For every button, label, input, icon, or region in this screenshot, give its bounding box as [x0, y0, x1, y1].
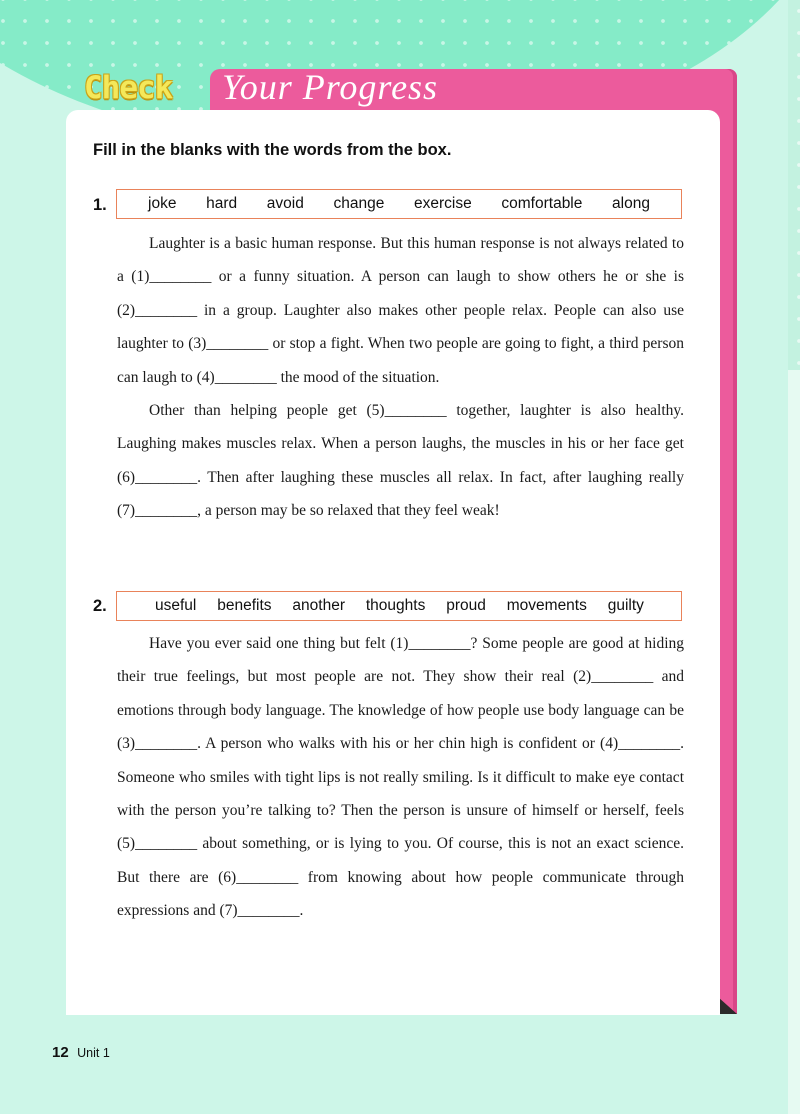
exercise-2-word-box [116, 591, 682, 621]
word-box-item: movements [506, 597, 587, 614]
word-box-item: benefits [217, 597, 272, 614]
passage-paragraph: Have you ever said one thing but felt (1)________? Some people are good at hiding their true feelings, but most people are not. They show their real (2)________ and emotions through body language. The knowledge of how people use body language can be (3)________. A person who walks with his or her chin high is confident or (4)________. Someone who smiles with tight lips is not really smiling. Is it difficult to make eye contact with the person you’re talking to? Then the person is unsure of himself or herself, feels (5)________ about something, or is lying to you. Of course, this is not an exact science. But there are (6)________ from knowing about how people communicate through expressions and (7)________. [117, 635, 684, 920]
word-box-item: change [333, 195, 385, 212]
exercise-1-passage [117, 227, 684, 528]
exercise-1-word-box [116, 189, 682, 219]
word-box-item: joke [148, 195, 177, 212]
page-fold-corner [718, 997, 737, 1014]
word-box-item: comfortable [501, 195, 583, 212]
word-box-item: another [292, 597, 345, 614]
word-box-item: avoid [266, 195, 304, 212]
word-box-item: thoughts [365, 597, 426, 614]
page-number: 12 [52, 1044, 69, 1061]
word-box-item: guilty [607, 597, 644, 614]
passage-paragraph: Laughter is a basic human response. But this human response is not always related to a (1)________ or a funny situation. A person can laugh to show others he or she is (2)________ in a group. Laughter also makes other people relax. People can also use laughter to (3)________ or stop a fight. When two people are going to fight, a third person can laugh to (4)________ the mood of the situation. [117, 235, 684, 386]
your-progress-title: Your Progress [222, 67, 439, 107]
passage-paragraph: Other than helping people get (5)________ together, laughter is also healthy. Laughing makes muscles relax. When a person laughs, the muscles in his or her face get (6)________. Then after laughing these muscles all relax. In fact, after laughing really (7)________, a person may be so relaxed that they feel weak! [117, 402, 684, 520]
word-box-item: exercise [414, 195, 472, 212]
word-box-item: along [612, 195, 650, 212]
word-box-item: hard [206, 195, 238, 212]
page-footer [52, 1044, 110, 1062]
check-label: Check [84, 70, 173, 106]
exercise-2-number: 2. [93, 597, 107, 615]
edge-decoration [788, 0, 800, 370]
edge-decoration-lower [788, 370, 800, 1114]
word-box-item: proud [446, 597, 486, 614]
word-box-item: useful [155, 597, 197, 614]
unit-label: Unit 1 [77, 1046, 110, 1060]
exercise-2-passage [117, 627, 684, 928]
exercise-1-number: 1. [93, 196, 107, 214]
instruction-text: Fill in the blanks with the words from the box. [93, 141, 452, 159]
